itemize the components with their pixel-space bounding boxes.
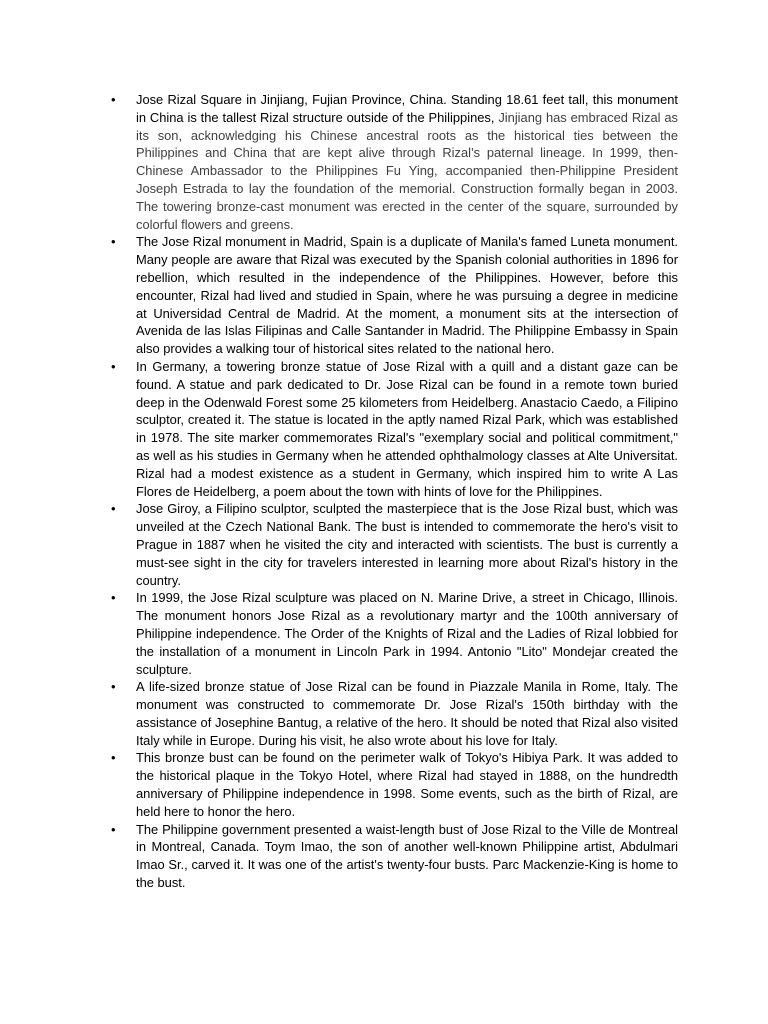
- bullet-paragraph: [136, 233, 678, 358]
- list-item: [111, 821, 678, 892]
- list-item: [111, 91, 678, 233]
- bullet-icon: •: [111, 821, 116, 837]
- bullet-icon: •: [111, 234, 116, 250]
- bullet-icon: •: [111, 358, 116, 374]
- paragraph-text-run: In 1999, the Jose Rizal sculpture was placed on N. Marine Drive, a street in Chicago, Illinois. The monument honors Jose Rizal as a revolutionary martyr and the 100th anniversary of Philippine independence. The Order of the Knights of Rizal and the Ladies of Rizal lobbied for the installation of a monument in Lincoln Park in 1994. Antonio "Lito" Mondejar created the sculpture.: [136, 590, 678, 677]
- bullet-paragraph: [136, 500, 678, 589]
- monument-bullet-list: [111, 91, 678, 892]
- list-item: [111, 233, 678, 358]
- bullet-paragraph: [136, 821, 678, 892]
- bullet-icon: •: [111, 679, 116, 695]
- paragraph-text-run: Jose Rizal Square in Jinjiang, Fujian Province, China. Standing 18.61 feet tall, this monument in China is the tallest Rizal structure outside of the Philippines,: [136, 92, 678, 125]
- list-item: [111, 749, 678, 820]
- paragraph-text-run: This bronze bust can be found on the perimeter walk of Tokyo's Hibiya Park. It was added to the historical plaque in the Tokyo Hotel, where Rizal had stayed in 1888, on the hundredth anniversary of Philippine independence in 1998. Some events, such as the birth of Rizal, are held here to honor the hero.: [136, 750, 678, 819]
- list-item: [111, 589, 678, 678]
- list-item: [111, 500, 678, 589]
- bullet-icon: •: [111, 501, 116, 517]
- list-item: [111, 678, 678, 749]
- paragraph-text-run: Jinjiang has embraced Rizal as its son, acknowledging his Chinese ancestral roots as the historical ties between the Philippines and China that are kept alive through Rizal’s paternal lineage. In 1999, then-Chinese Ambassador to the Philippines Fu Ying, accompanied then-Philippine President Joseph Estrada to lay the foundation of the memorial. Construction formally began in 2003. The towering bronze-cast monument was erected in the center of the square, surrounded by colorful flowers and greens.: [136, 109, 678, 232]
- paragraph-text-run: A life-sized bronze statue of Jose Rizal can be found in Piazzale Manila in Rome, Italy. The monument was constructed to commemorate Dr. Jose Rizal's 150th birthday with the assistance of Josephine Bantug, a relative of the hero. It should be noted that Rizal also visited Italy while in Europe. During his visit, he also wrote about his love for Italy.: [136, 679, 678, 748]
- bullet-icon: •: [111, 750, 116, 766]
- bullet-paragraph: [136, 749, 678, 820]
- bullet-icon: •: [111, 92, 116, 107]
- list-item: [111, 358, 678, 500]
- paragraph-text-run: The Philippine government presented a waist-length bust of Jose Rizal to the Ville de Montreal in Montreal, Canada. Toym Imao, the son of another well-known Philippine artist, Abdulmari Imao Sr., carved it. It was one of the artist's twenty-four busts. Parc Mackenzie-King is home to the bust.: [136, 821, 678, 891]
- bullet-paragraph: [136, 678, 678, 749]
- paragraph-text-run: Jose Giroy, a Filipino sculptor, sculpted the masterpiece that is the Jose Rizal bust, which was unveiled at the Czech National Bank. The bust is intended to commemorate the hero's visit to Prague in 1887 when he visited the city and interacted with scientists. The bust is currently a must-see sight in the city for travelers interested in learning more about Rizal's history in the country.: [136, 501, 678, 588]
- paragraph-text-run: The Jose Rizal monument in Madrid, Spain is a duplicate of Manila's famed Luneta monument. Many people are aware that Rizal was executed by the Spanish colonial authorities in 1896 for rebellion, which resulted in the independence of the Philippines. However, before this encounter, Rizal had lived and studied in Spain, where he was pursuing a degree in medicine at Universidad Central de Madrid. At the moment, a monument sits at the intersection of Avenida de las Islas Filipinas and Calle Santander in Madrid. The Philippine Embassy in Spain also provides a walking tour of historical sites related to the national hero.: [136, 234, 678, 357]
- paragraph-text-run: In Germany, a towering bronze statue of Jose Rizal with a quill and a distant gaze can be found. A statue and park dedicated to Dr. Jose Rizal can be found in a remote town buried deep in the Odenwald Forest some 25 kilometers from Heidelberg. Anastacio Caedo, a Filipino sculptor, created it. The statue is located in the aptly named Rizal Park, which was established in 1978. The site marker commemorates Rizal's "exemplary social and political commitment," as well as his studies in Germany when he attended ophthalmology classes at Alte Universitat. Rizal had a modest existence as a student in Germany, which inspired him to write A Las Flores de Heidelberg, a poem about the town with hints of love for the Philippines.: [136, 358, 678, 499]
- bullet-icon: •: [111, 590, 116, 606]
- bullet-paragraph: [136, 358, 678, 500]
- bullet-paragraph: [136, 589, 678, 678]
- bullet-paragraph: [136, 91, 678, 233]
